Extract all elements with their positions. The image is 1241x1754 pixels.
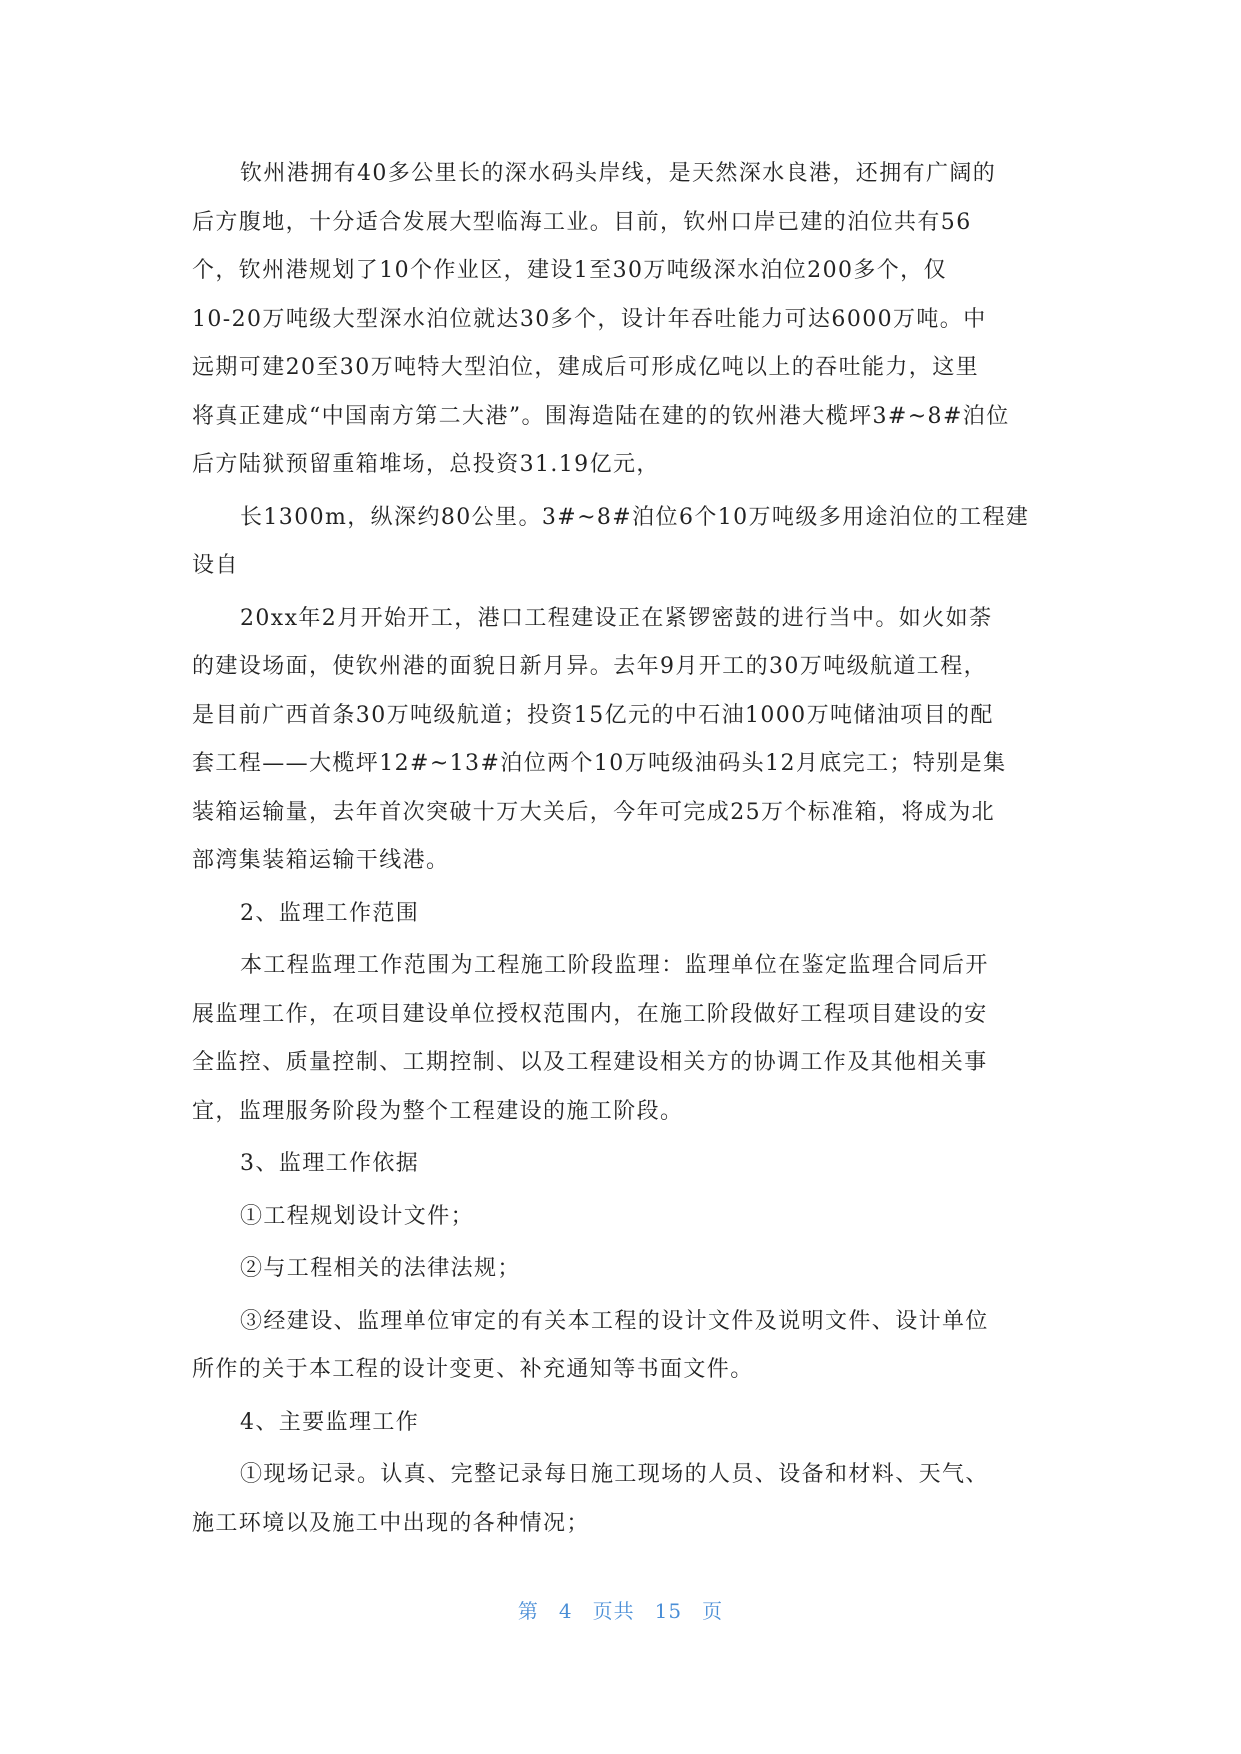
paragraph-construction-progress bbox=[192, 595, 1052, 886]
current-page-number: 4 bbox=[558, 1599, 573, 1623]
text-line: 套工程——大榄坪12#~13#泊位两个10万吨级油码头12月底完工；特别是集 bbox=[192, 751, 1007, 776]
text-line: 部湾集装箱运输干线港。 bbox=[192, 848, 450, 873]
text-line: 20xx年2月开始开工，港口工程建设正在紧锣密鼓的进行当中。如火如荼 bbox=[240, 605, 993, 631]
heading-text: 3、监理工作依据 bbox=[240, 1151, 420, 1176]
text-line: 展监理工作，在项目建设单位授权范围内，在施工阶段做好工程项目建设的安 bbox=[192, 1001, 988, 1027]
list-item-basis-3 bbox=[192, 1298, 1052, 1395]
text-line: 长1300m，纵深约80公里。3#~8#泊位6个10万吨级多用途泊位的工程建 bbox=[240, 504, 1030, 530]
text-line: 施工环境以及施工中出现的各种情况； bbox=[192, 1510, 590, 1536]
text-line: 后方腹地，十分适合发展大型临海工业。目前，钦州口岸已建的泊位共有56 bbox=[192, 209, 972, 235]
text-line: 10-20万吨级大型深水泊位就达30多个，设计年吞吐能力可达6000万吨。中 bbox=[192, 306, 987, 332]
section-heading-basis bbox=[192, 1140, 1052, 1189]
heading-text: 4、主要监理工作 bbox=[240, 1409, 420, 1435]
text-line: ①工程规划设计文件； bbox=[240, 1203, 475, 1229]
text-line: 钦州港拥有40多公里长的深水码头岸线，是天然深水良港，还拥有广阔的 bbox=[240, 161, 997, 186]
text-line: 的建设场面，使钦州港的面貌日新月异。去年9月开工的30万吨级航道工程， bbox=[192, 654, 987, 679]
section-heading-scope bbox=[192, 890, 1052, 939]
total-pages-number: 15 bbox=[654, 1599, 683, 1623]
document-body bbox=[192, 150, 1052, 1552]
list-item-basis-1 bbox=[192, 1193, 1052, 1242]
text-line: 宜，监理服务阶段为整个工程建设的施工阶段。 bbox=[192, 1098, 684, 1124]
text-line: 远期可建20至30万吨特大型泊位，建成后可形成亿吨以上的吞吐能力，这里 bbox=[192, 355, 979, 380]
text-line: 装箱运输量，去年首次突破十万大关后，今年可完成25万个标准箱，将成为北 bbox=[192, 799, 995, 825]
text-line: ②与工程相关的法律法规； bbox=[240, 1256, 521, 1281]
paragraph-berth-length bbox=[192, 494, 1052, 591]
text-line: 全监控、质量控制、工期控制、以及工程建设相关方的协调工作及其他相关事 bbox=[192, 1050, 988, 1075]
list-item-main-work-1 bbox=[192, 1451, 1052, 1548]
list-item-basis-2 bbox=[192, 1245, 1052, 1294]
text-line: 是目前广西首条30万吨级航道；投资15亿元的中石油1000万吨储油项目的配 bbox=[192, 702, 994, 728]
text-line: 将真正建成“中国南方第二大港”。围海造陆在建的的钦州港大榄坪3#~8#泊位 bbox=[192, 403, 1010, 429]
page-label-prefix: 第 bbox=[517, 1599, 539, 1623]
text-line: ③经建设、监理单位审定的有关本工程的设计文件及说明文件、设计单位 bbox=[240, 1308, 989, 1334]
text-line: 个，钦州港规划了10个作业区，建设1至30万吨级深水泊位200多个，仅 bbox=[192, 258, 947, 283]
text-line: 设自 bbox=[192, 553, 239, 578]
paragraph-port-overview bbox=[192, 150, 1052, 490]
text-line: 本工程监理工作范围为工程施工阶段监理：监理单位在鉴定监理合同后开 bbox=[240, 953, 989, 978]
page-label-suffix: 页 bbox=[702, 1599, 724, 1623]
paragraph-supervision-scope bbox=[192, 942, 1052, 1136]
section-heading-main-work bbox=[192, 1399, 1052, 1448]
heading-text: 2、监理工作范围 bbox=[240, 900, 420, 926]
text-line: 后方陆狱预留重箱堆场，总投资31.19亿元， bbox=[192, 452, 660, 477]
page-label-middle: 页共 bbox=[592, 1599, 635, 1623]
text-line: 所作的关于本工程的设计变更、补充通知等书面文件。 bbox=[192, 1357, 754, 1382]
page-footer bbox=[0, 1595, 1241, 1624]
text-line: ①现场记录。认真、完整记录每日施工现场的人员、设备和材料、天气、 bbox=[240, 1462, 989, 1487]
